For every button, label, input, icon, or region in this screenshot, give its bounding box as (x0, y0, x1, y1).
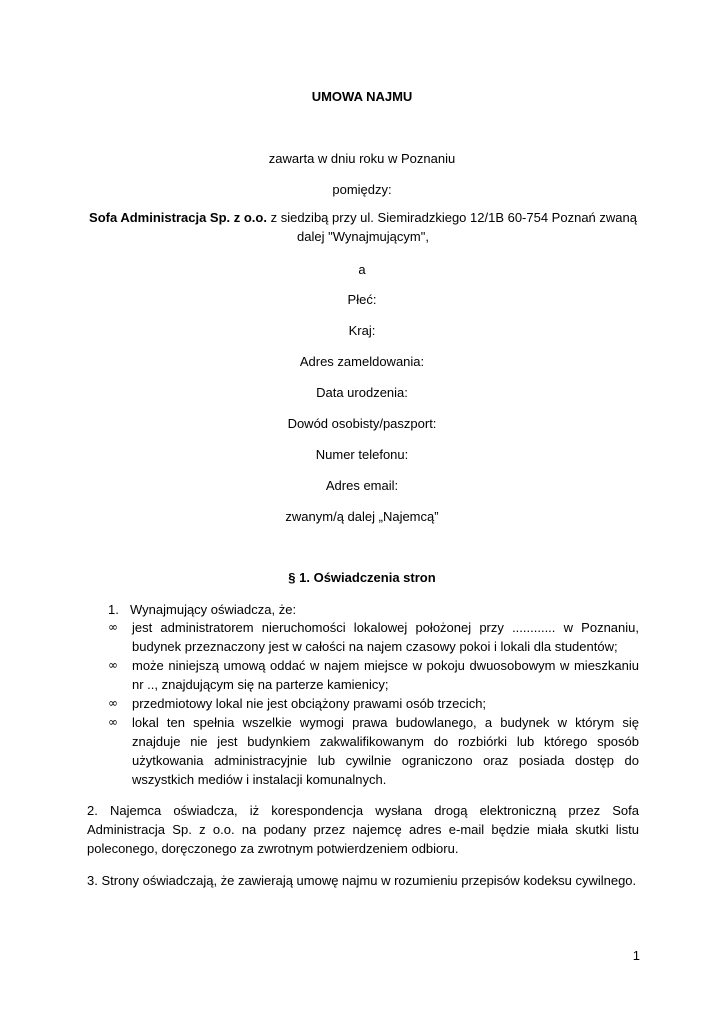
document-title: UMOWA NAJMU (311, 89, 413, 104)
address-field: Adres zameldowania: (299, 354, 425, 369)
list-item (108, 713, 639, 789)
list-item-text: przedmiotowy lokal nie jest obciążony prawami osób trzecich; (132, 696, 487, 711)
page-number: 1 (632, 948, 640, 963)
landlord-details: z siedzibą przy ul. Siemiradzkiego 12/1B 60-754 Poznań zwaną dalej "Wynajmującym", (270, 210, 637, 244)
numbered-item (108, 600, 296, 619)
infinity-bullet-icon: ∞ (108, 658, 118, 672)
intro-line: zawarta w dniu roku w Poznaniu (268, 151, 456, 166)
and-line: a (358, 262, 366, 277)
paragraph-2: 2. Najemca oświadcza, iż korespondencja wysłana drogą elektroniczną przez Sofa Administracja Sp. z o.o. na podany przez najemcę adres e-mail będzie miała skutki listu poleconego, doręczonego za zwrotnym potwierdzeniem odbioru. (87, 803, 639, 856)
item-number: 1. (108, 602, 119, 617)
tenant-called-line: zwanym/ą dalej „Najemcą” (285, 509, 439, 524)
gender-field: Płeć: (347, 292, 377, 307)
country-field: Kraj: (348, 323, 376, 338)
section-heading: § 1. Oświadczenia stron (288, 570, 436, 585)
item-text: Wynajmujący oświadcza, że: (130, 602, 297, 617)
list-item-text: może niniejszą umową oddać w najem miejsce w pokoju dwuosobowym w mieszkaniu nr .., znajdującym się na parterze kamienicy; (132, 658, 639, 692)
phone-field: Numer telefonu: (315, 447, 409, 462)
landlord-paragraph (87, 208, 639, 246)
list-item-text: lokal ten spełnia wszelkie wymogi prawa budowlanego, a budynek w którym się znajduje nie jest budynkiem zakwalifikowanym do rozbiórki lub którego sposób użytkowania administracyjnie lub cywilnie ograniczono oraz posiada dostęp do wszystkich mediów i instalacji komunalnych. (132, 715, 639, 787)
id-document-field: Dowód osobisty/paszport: (287, 416, 437, 431)
between-line: pomiędzy: (332, 182, 392, 197)
list-item (108, 618, 639, 656)
landlord-name: Sofa Administracja Sp. z o.o. (89, 210, 267, 225)
list-item-text: jest administratorem nieruchomości lokalowej położonej przy ............ w Poznaniu, budynek przeznaczony jest w całości na najem czasowy pokoi i lokali dla studentów; (132, 620, 639, 654)
infinity-bullet-icon: ∞ (108, 715, 118, 729)
paragraph-3: 3. Strony oświadczają, że zawierają umowę najmu w rozumieniu przepisów kodeksu cywilnego. (87, 873, 637, 888)
list-item (108, 694, 639, 713)
list-item (108, 656, 639, 694)
infinity-bullet-icon: ∞ (108, 696, 118, 710)
email-field: Adres email: (325, 478, 399, 493)
infinity-bullet-icon: ∞ (108, 620, 118, 634)
birth-date-field: Data urodzenia: (316, 385, 408, 400)
